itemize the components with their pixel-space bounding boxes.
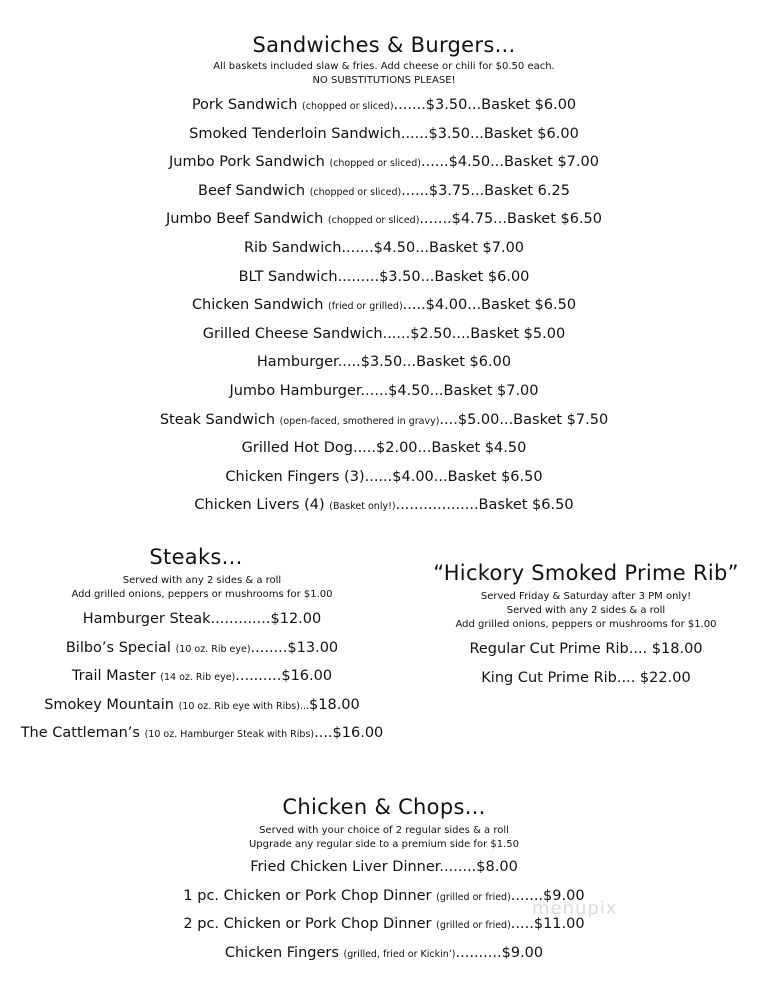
menu-item — [0, 235, 768, 264]
item-name: Rib Sandwich — [243, 239, 342, 256]
item-price: $18.00 — [647, 641, 703, 657]
item-name: 1 pc. Chicken or Pork Chop Dinner — [183, 887, 432, 904]
steaks-note: Served with any 2 sides & a roll — [122, 575, 282, 586]
menu-item — [0, 720, 404, 749]
item-note: (grilled or fried) — [436, 920, 511, 932]
item-price: $18.00 — [309, 696, 360, 713]
item-name: Regular Cut Prime Rib.... — [469, 641, 648, 657]
item-note: (10 oz. Hamburger Steak with Ribs) — [144, 729, 315, 741]
item-note: (chopped or sliced) — [327, 215, 420, 227]
chicken-chops-note: Upgrade any regular side to a premium side for $1.50 — [248, 839, 519, 850]
item-price: ....$16.00 — [314, 725, 384, 742]
item-note: (10 oz. Rib eye with Ribs)... — [178, 700, 310, 712]
menu-item — [0, 92, 768, 121]
item-price: .....$2.00...Basket $4.50 — [352, 440, 527, 457]
item-price: .....$4.00...Basket $6.50 — [402, 297, 577, 314]
item-price: .....$11.00 — [510, 916, 585, 933]
menu-item — [0, 606, 404, 635]
item-note: (14 oz. Rib eye) — [160, 672, 236, 684]
menu-item — [0, 692, 404, 721]
item-note: (chopped or sliced) — [302, 101, 394, 112]
menu-item — [0, 464, 768, 493]
item-price: .......$3.50...Basket $6.00 — [393, 97, 577, 113]
steaks-title: Steaks... — [149, 545, 243, 569]
item-price: .......$4.50...Basket $7.00 — [341, 239, 525, 256]
item-price: ....$5.00...Basket $7.50 — [439, 411, 609, 428]
item-note: (chopped or sliced) — [329, 158, 421, 170]
item-price: .........$3.50...Basket $6.00 — [337, 268, 530, 285]
chicken-chops-items — [0, 854, 768, 968]
chicken-chops-title: Chicken & Chops... — [282, 795, 486, 819]
item-price: ..........$9.00 — [455, 944, 544, 961]
item-name: Hamburger — [256, 354, 338, 371]
menu-item — [0, 149, 768, 178]
item-name: Chicken Fingers — [224, 944, 339, 961]
item-name: Chicken Sandwich — [191, 297, 324, 314]
item-name: Beef Sandwich — [198, 182, 306, 199]
item-price: ........$8.00 — [439, 859, 518, 875]
menu-item — [0, 407, 768, 436]
item-name: BLT Sandwich — [238, 268, 338, 285]
sandwiches-title: Sandwiches & Burgers... — [252, 33, 516, 57]
menu-item — [404, 665, 768, 694]
sandwiches-items — [0, 92, 768, 521]
menu-item — [0, 292, 768, 321]
item-note: (open-faced, smothered in gravy) — [279, 415, 440, 427]
item-price: ......$3.50...Basket $6.00 — [400, 125, 579, 142]
menu-item — [0, 435, 768, 464]
item-name: The Cattleman’s — [20, 725, 140, 742]
menu-item — [0, 883, 768, 912]
item-note: (grilled or fried) — [436, 891, 511, 903]
prime-rib-note: Served Friday & Saturday after 3 PM only! — [480, 591, 692, 602]
item-name: 2 pc. Chicken or Pork Chop Dinner — [183, 916, 432, 933]
sandwiches-note: All baskets included slaw & fries. Add cheese or chili for $0.50 each. — [213, 61, 555, 72]
item-name: Jumbo Hamburger — [229, 382, 361, 399]
steaks-section — [0, 542, 404, 749]
chicken-chops-section — [0, 792, 768, 968]
sandwiches-notes — [0, 60, 768, 88]
item-price: .....$3.50...Basket $6.00 — [337, 354, 512, 371]
item-name: Bilbo’s Special — [65, 639, 171, 656]
item-price: ........$13.00 — [250, 639, 339, 656]
item-note: (grilled, fried or Kickin’) — [343, 948, 456, 960]
menu-item — [0, 940, 768, 969]
item-name: Smokey Mountain — [44, 696, 174, 713]
item-name: Pork Sandwich — [191, 97, 298, 113]
menu-item — [0, 321, 768, 350]
chicken-chops-notes — [0, 824, 768, 852]
menu-item — [0, 178, 768, 207]
item-name: Smoked Tenderloin Sandwich — [189, 125, 401, 142]
item-price: .............$12.00 — [210, 611, 322, 627]
menu-item — [0, 635, 404, 664]
item-name: Jumbo Pork Sandwich — [169, 154, 325, 171]
item-name: Fried Chicken Liver Dinner — [250, 859, 440, 875]
item-price: ......$4.50...Basket $7.00 — [420, 154, 599, 171]
menu-item — [0, 911, 768, 940]
menu-item — [0, 854, 768, 883]
prime-rib-notes — [404, 590, 768, 632]
prime-rib-note: Served with any 2 sides & a roll — [506, 605, 666, 616]
menu-item — [0, 663, 404, 692]
item-name: Jumbo Beef Sandwich — [165, 211, 324, 228]
prime-rib-title: “Hickory Smoked Prime Rib” — [433, 561, 739, 585]
item-name: King Cut Prime Rib.... — [481, 669, 636, 686]
item-note: (fried or grilled) — [328, 301, 403, 313]
item-name: Grilled Cheese Sandwich — [202, 325, 383, 342]
item-price: ......$4.50...Basket $7.00 — [360, 382, 539, 399]
chicken-chops-note: Served with your choice of 2 regular sides & a roll — [259, 825, 509, 836]
item-name: Steak Sandwich — [159, 411, 276, 428]
steaks-items — [0, 606, 404, 749]
menu-item — [0, 121, 768, 150]
prime-rib-note: Add grilled onions, peppers or mushrooms for $1.00 — [455, 619, 717, 630]
item-price: ......$2.50....Basket $5.00 — [382, 325, 566, 342]
menu-item — [0, 492, 768, 521]
item-price: ......$3.75...Basket 6.25 — [401, 182, 570, 199]
item-price: $22.00 — [635, 669, 691, 686]
sandwiches-section — [0, 30, 768, 521]
menu-item — [0, 349, 768, 378]
prime-rib-section — [404, 558, 768, 693]
menupix-watermark: menupix — [532, 898, 618, 919]
item-price: ..........$16.00 — [235, 668, 333, 685]
item-price: .......$9.00 — [510, 887, 585, 904]
item-name: Chicken Livers (4) — [194, 497, 325, 514]
menu-item — [404, 636, 768, 665]
menu-item — [0, 378, 768, 407]
steaks-note: Add grilled onions, peppers or mushrooms for $1.00 — [71, 589, 333, 600]
sandwiches-note: NO SUBSTITUTIONS PLEASE! — [312, 75, 456, 86]
item-name: Grilled Hot Dog — [241, 440, 353, 457]
item-price: .......$4.75...Basket $6.50 — [419, 211, 603, 228]
steaks-notes — [0, 574, 404, 602]
item-name: Hamburger Steak — [82, 611, 211, 627]
item-note: (10 oz. Rib eye) — [175, 643, 251, 655]
menu-item — [0, 264, 768, 293]
item-note: (chopped or sliced) — [309, 186, 402, 198]
item-name: Trail Master — [71, 668, 156, 685]
item-note: (Basket only!) — [329, 501, 396, 513]
item-price: ..................Basket $6.50 — [395, 497, 574, 514]
menu-item — [0, 206, 768, 235]
prime-rib-items — [404, 636, 768, 693]
item-price: ......$4.00...Basket $6.50 — [364, 468, 543, 485]
item-name: Chicken Fingers (3) — [225, 468, 365, 485]
